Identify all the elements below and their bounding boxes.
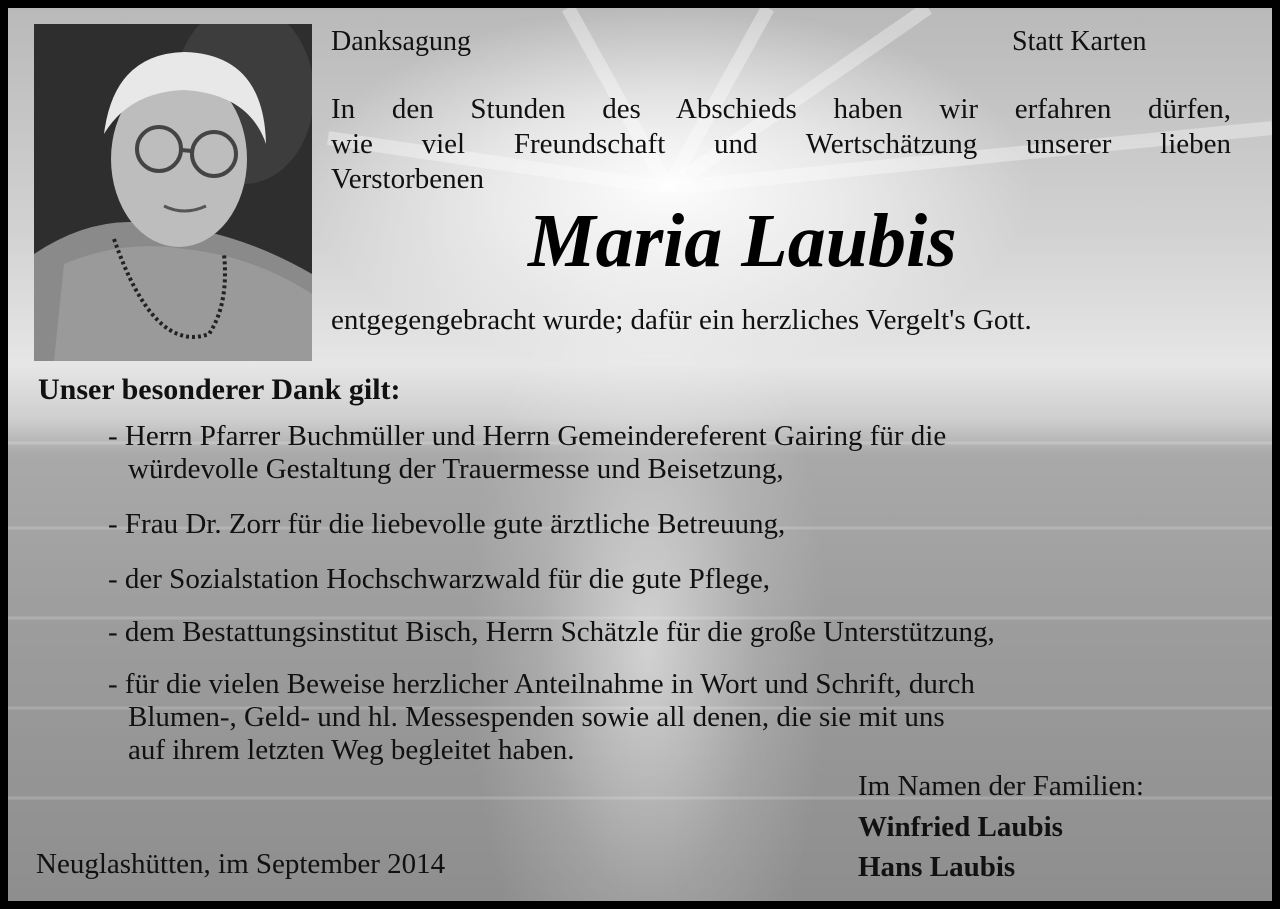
closing-sentence: entgegengebracht wurde; dafür ein herzliches Vergelt's Gott. xyxy=(331,304,1032,336)
list-item-continuation: auf ihrem letzten Weg begleitet haben. xyxy=(128,734,575,766)
intro-line: Verstorbenen xyxy=(331,163,485,195)
signature-intro: Im Namen der Familien: xyxy=(858,770,1144,802)
thanks-heading: Unser besonderer Dank gilt: xyxy=(38,373,401,406)
list-item-continuation: Blumen-, Geld- und hl. Messespenden sowie all denen, die sie mit uns xyxy=(128,701,945,733)
list-item-text: - der Sozialstation Hochschwarzwald für die gute Pflege, xyxy=(108,563,770,595)
list-item-text: - Frau Dr. Zorr für die liebevolle gute ärztliche Betreuung, xyxy=(108,508,786,540)
signature-name: Hans Laubis xyxy=(858,851,1016,883)
list-item xyxy=(108,420,946,486)
list-item xyxy=(108,563,770,596)
list-item-text: - Herrn Pfarrer Buchmüller und Herrn Gemeindereferent Gairing für die xyxy=(108,420,947,452)
list-item-text: - für die vielen Beweise herzlicher Anteilnahme in Wort und Schrift, durch xyxy=(108,668,975,700)
intro-line: wie viel Freundschaft und Wertschätzung unserer lieben xyxy=(331,128,1231,160)
place-and-date: Neuglashütten, im September 2014 xyxy=(36,848,446,880)
list-item-text: - dem Bestattungsinstitut Bisch, Herrn Schätzle für die große Unterstützung, xyxy=(108,616,995,648)
header-note: Statt Karten xyxy=(1012,26,1147,57)
list-item xyxy=(108,508,785,541)
intro-line: In den Stunden des Abschieds haben wir erfahren dürfen, xyxy=(331,93,1231,125)
obituary-card xyxy=(8,8,1272,901)
portrait-photo xyxy=(34,24,312,361)
list-item xyxy=(108,668,975,767)
list-item xyxy=(108,616,995,649)
signature-name: Winfried Laubis xyxy=(858,811,1063,843)
header-title: Danksagung xyxy=(331,26,471,57)
intro-paragraph xyxy=(331,92,1231,197)
list-item-continuation: würdevolle Gestaltung der Trauermesse und Beisetzung, xyxy=(128,453,784,485)
deceased-name: Maria Laubis xyxy=(528,199,957,283)
